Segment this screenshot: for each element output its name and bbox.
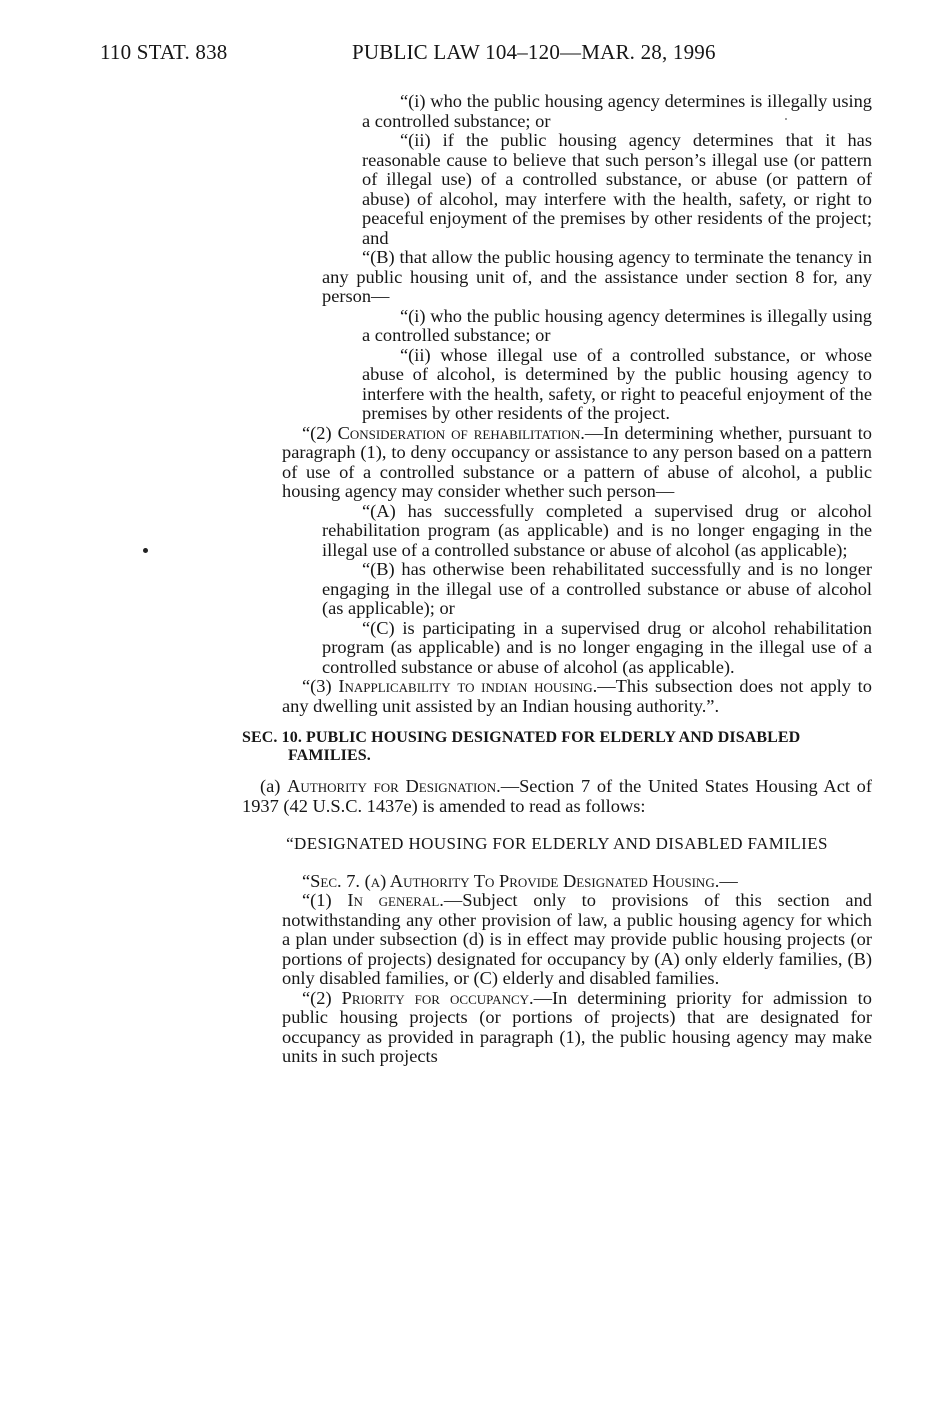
page-body xyxy=(242,92,872,1067)
paragraph-lead: “(3) xyxy=(302,676,339,696)
clause-b-rehabilitated: “(B) has otherwise been rehabilitated successfully and is no longer engaging in the illegal use of a controlled substance or abuse of alcohol (as applicable); or xyxy=(322,559,872,618)
subsection-a-authority xyxy=(242,777,872,816)
margin-dot xyxy=(143,548,148,553)
paragraph-lead: (a) xyxy=(260,776,288,796)
paragraph-lead: “(2) xyxy=(302,987,342,1008)
paragraph-caption: Authority for Designation. xyxy=(287,776,501,796)
paragraph-caption: Consideration of rehabilitation. xyxy=(337,422,585,443)
paragraph-text: —Subject only to provisions of this section and notwithstanding any other provision of law, a public housing agency for which a plan under subsection (d) is in effect may provide public housing projects (or portions of projects) designated for occupancy by (A) only elderly families, (B) only disabled families, or (C) elderly and disabled families. xyxy=(282,890,872,988)
paragraph-3-indian-housing xyxy=(242,677,872,716)
section-heading: SEC. 10. PUBLIC HOUSING DESIGNATED FOR ELDERLY AND DISABLED FAMILIES. xyxy=(242,729,801,764)
clause-ii-reasonable-cause: “(ii) if the public housing agency determines that it has reasonable cause to believe that such person’s illegal use (or pattern of illegal use) of a controlled substance, or abuse (or pattern of abuse) of alcohol, may interfere with the health, safety, or right to peaceful enjoyment of the premises by other residents of the project; and xyxy=(362,130,872,248)
paragraph-2-rehabilitation xyxy=(242,424,872,502)
paragraph-text: —This subsection does not apply to any dwelling unit assisted by an Indian housing authority.”. xyxy=(282,676,872,716)
clause-b-terminate-tenancy: “(B) that allow the public housing agency to terminate the tenancy in any public housing unit of, and the assistance under section 8 for, any person— xyxy=(322,247,872,306)
centered-heading: “DESIGNATED HOUSING FOR ELDERLY AND DISABLED FAMILIES xyxy=(286,834,828,853)
clause-c-participating: “(C) is participating in a supervised drug or alcohol rehabilitation program (as applicable) and is no longer engaging in the illegal use of a controlled substance or abuse of alcohol (as applicable). xyxy=(322,617,872,677)
paragraph-caption: In general. xyxy=(347,890,444,910)
paragraph-caption: Inapplicability to indian housing. xyxy=(338,676,598,696)
paragraph-lead: “(1) xyxy=(302,890,348,910)
paragraph-text: — xyxy=(719,870,738,891)
clause-i-illegal-use-2: “(i) who the public housing agency determines is illegally using a controlled substance; or xyxy=(362,305,872,345)
clause-a-completed-program: “(A) has successfully completed a supervised drug or alcohol rehabilitation program (as applicable) and is no longer engaging in the illegal use of a controlled substance or abuse of alcohol (as applicable); xyxy=(322,500,872,560)
clause-ii-illegal-use-alcohol: “(ii) whose illegal use of a controlled substance, or whose abuse of alcohol, is determined by the public housing agency to interfere with the health, safety, or right to peaceful enjoyment of the premises by other residents of the project. xyxy=(362,344,872,423)
paragraph-lead: “(2) xyxy=(302,422,338,443)
running-title: PUBLIC LAW 104–120—MAR. 28, 1996 xyxy=(352,40,716,64)
paragraph-text: —In determining whether, pursuant to paragraph (1), to deny occupancy or assistance to any person based on a pattern of use of a controlled substance or a pattern of abuse of alcohol, a public housing agency may consider whether such person— xyxy=(282,422,872,501)
running-header xyxy=(0,40,948,70)
page-number: 110 STAT. 838 xyxy=(100,40,228,64)
paragraph-caption: “Sec. 7. (a) Authority To Provide Designated Housing. xyxy=(302,870,720,891)
sec-7-heading xyxy=(242,872,872,892)
paragraph-text: —In determining priority for admission to public housing projects (or portions of projects) that are designated for occupancy as provided in paragraph (1), the public housing agency may make units in such projects xyxy=(282,987,872,1066)
paragraph-text: —Section 7 of the United States Housing Act of 1937 (42 U.S.C. 1437e) is amended to read as follows: xyxy=(242,776,872,816)
paragraph-caption: Priority for occupancy. xyxy=(341,987,534,1008)
paragraph-1-in-general xyxy=(242,891,872,989)
paragraph-2-priority xyxy=(242,989,872,1067)
clause-i-illegal-use: “(i) who the public housing agency determines is illegally using a controlled substance; or xyxy=(362,91,872,131)
